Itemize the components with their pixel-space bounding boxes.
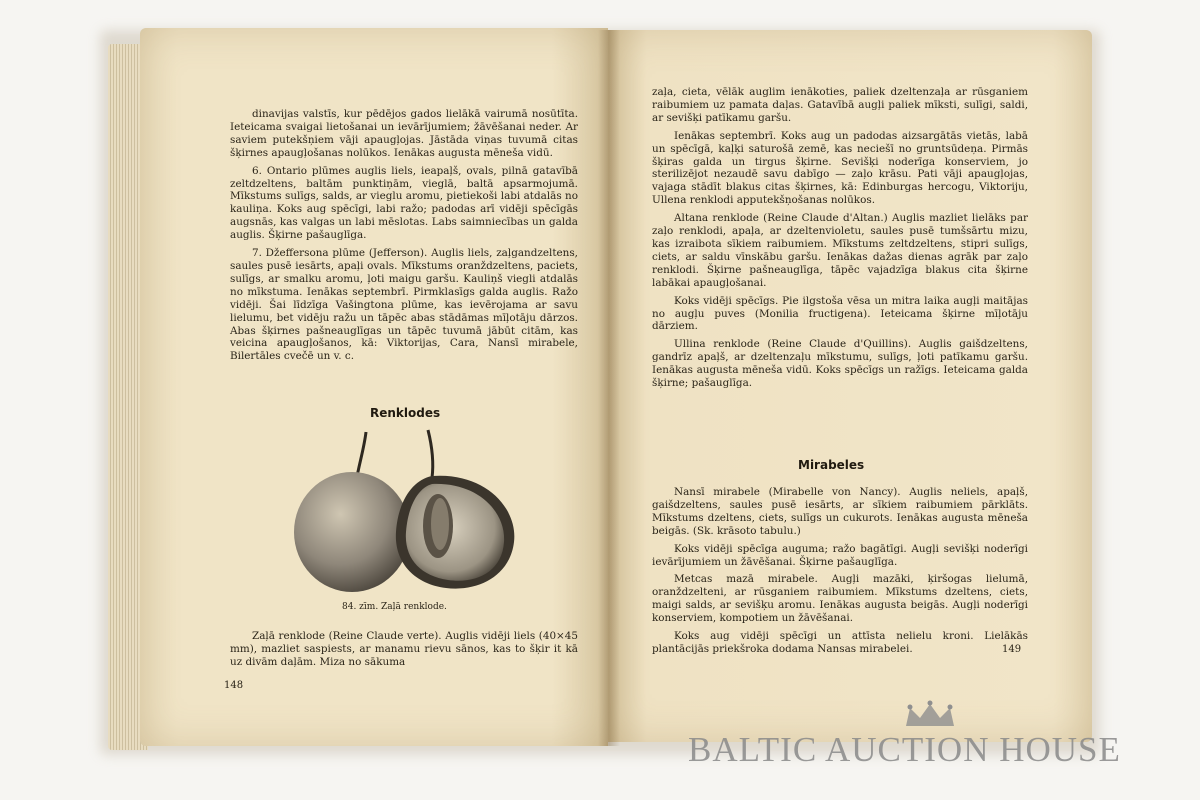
paragraph: Ullina renklode (Reine Claude d'Quillins). Auglis gaišdzeltens, gandrīz apaļš, ar dzeltenzaļu mīkstumu, sulīgs, ļoti patīkamu garšu. Ienākas augusta mēneša vidū. Koks spēcīgs un ražīgs. Ieteicama galda šķirne; pašauglīga. — [652, 338, 1028, 390]
book-gutter — [598, 30, 620, 746]
left-page — [140, 28, 608, 746]
left-page-text-bottom — [230, 630, 578, 674]
right-page — [608, 30, 1092, 742]
paragraph: Koks aug vidēji spēcīgi un attīsta nelielu kroni. Lielākās plantācijās priekšroka dodama Nansas mirabelei. — [652, 630, 1028, 655]
left-page-text-top — [230, 108, 578, 368]
watermark-text: BALTIC AUCTION HOUSE — [688, 730, 1121, 769]
page-number: 148 — [224, 680, 244, 691]
figure-caption: 84. zīm. Zaļā renklode. — [342, 602, 447, 612]
paragraph: Altana renklode (Reine Claude d'Altan.) Auglis mazliet lielāks par zaļo renklodi, apaļa, ar dzeltenvioletu, saules pusē tumšsārtu mizu, kas izraibota sīkiem raibumiem. Mīkstums zeltdzeltens, stipri sulīgs, ciets, ar saldu vīnskābu garšu. Ienākas dažas dienas agrāk par zaļo renklodi. Šķirne pašneauglīga, tāpēc vajadzīga blakus cita šķirne labākai apaugļošanai. — [652, 212, 1028, 289]
paragraph: dinavijas valstīs, kur pēdējos gados lielākā vairumā nosūtīta. Ieteicama svaigai lietošanai un ievārījumiem; žāvēšanai neder. Ar saviem putekšņiem vāji apaugļojas. Jāstāda viņas tuvumā citas šķirnes apaugļošanas nolūkos. Ienākas augusta mēneša vidū. — [230, 108, 578, 159]
paragraph: Koks vidēji spēcīga auguma; ražo bagātīgi. Augļi sevišķi noderīgi ievārījumiem un žāvēšanai. Šķirne pašauglīga. — [652, 542, 1028, 568]
page-number: 149 — [1002, 644, 1022, 655]
paragraph: Metcas mazā mirabele. Augļi mazāki, ķiršogas lielumā, oranždzelteni, ar rūsganiem raibumiem. Mīkstums dzeltens, ciets, maigi salds, ar sevišķu aromu. Ienākas augusta beigās. Augļi noderīgi konserviem, kompotiem un žāvēšanai. — [652, 573, 1028, 625]
paragraph: zaļa, cieta, vēlāk auglim ienākoties, paliek dzeltenzaļa ar rūsganiem raibumiem uz pamata daļas. Gatavībā augļi paliek mīksti, sulīgi, saldi, ar sevišķi patīkamu garšu. — [652, 86, 1028, 124]
paragraph: 6. Ontario plūmes auglis liels, ieapaļš, ovals, pilnā gatavībā zeltdzeltens, baltām punktiņām, vieglā, baltā apsarmojumā. Mīkstums sulīgs, salds, ar vieglu aromu, pietiekoši labi atdalās no kauliņa. Koks aug spēcīgi, labi ražo; padodas arī vidēji spēcīgās augsnās, kas valgas un labi mēslotas. Labs saimniecības un galda auglis. Šķirne pašauglīga. — [230, 164, 578, 242]
section-heading-renklodes: Renklodes — [370, 406, 441, 420]
paragraph: Koks vidēji spēcīgs. Pie ilgstoša vēsa un mitra laika augļi maitājas no augļu puves (Monilia fructigena). Ieteicama šķirne mīļotāju dārziem. — [652, 294, 1028, 333]
section-heading-mirabeles: Mirabeles — [798, 458, 865, 472]
paragraph: Zaļā renklode (Reine Claude verte). Auglis vidēji liels (40×45 mm), mazliet saspiests, ar manamu rievu sānos, kas to šķir it kā uz divām daļām. Miza no sākuma — [230, 630, 578, 668]
right-page-text-bottom — [652, 486, 1028, 661]
crown-icon — [900, 700, 960, 730]
paragraph: Nansī mirabele (Mirabelle von Nancy). Auglis neliels, apaļš, gaišdzeltens, saules pusē iesārts, ar sīkiem raibumiem pārklāts. Mīkstums dzeltens, ciets, sulīgs un cukurots. Ienākas augusta mēneša beigās. (Sk. krāsoto tabulu.) — [652, 486, 1028, 537]
paragraph: 7. Džeffersona plūme (Jefferson). Auglis liels, zaļgandzeltens, saules pusē iesārts, apaļi ovals. Mīkstums oranždzeltens, paciets, sulīgs, ar smalku aromu, ļoti maigu garšu. Kauliņš viegli atdalās no mīkstuma. Ienākas septembrī. Pirmklasīgs galda auglis. Ražo vidēji. Šai līdzīga Vašingtona plūme, kas ievērojama ar savu lielumu, bet vidēju ražu un tāpēc abas stādāmas mīļotāju dārzos. Abas šķirnes pašneauglīgas un tāpēc tuvumā jābūt citām, kas veicina apaugļošanos, kā: Viktorijas, Cara, Nansī mirabele, Bilertāles cvečē un v. c. — [230, 247, 578, 363]
plum-illustration — [256, 424, 526, 604]
paragraph: Ienākas septembrī. Koks aug un padodas aizsargātās vietās, labā un spēcīgā, kaļķi saturošā zemē, kas neciešī no gruntsūdeņa. Pirmās šķiras galda un tirgus šķirne. Sevišķi noderīga konserviem, jo sterilizējot nezaudē savu dabīgo — zaļo krāsu. Pati vāji apaugļojas, vajaga stādīt blakus citas šķirnes, kā: Edinburgas hercogu, Viktoriju, Ullena renklodi apputekšņošanas nolūkos. — [652, 129, 1028, 207]
right-page-text-top — [652, 86, 1028, 395]
